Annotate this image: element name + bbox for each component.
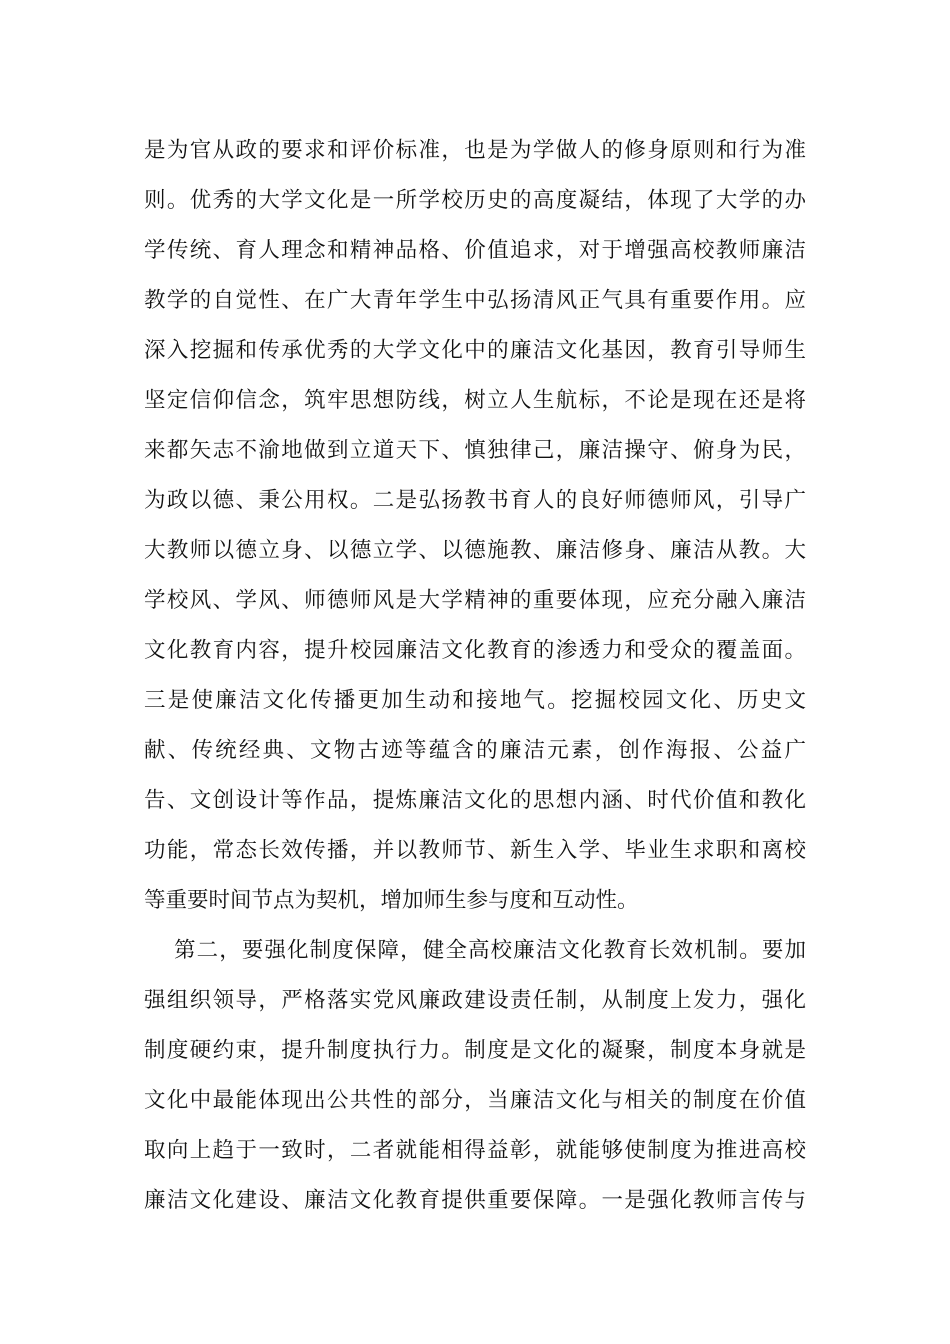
text-line: 深入挖掘和传承优秀的大学文化中的廉洁文化基因，教育引导师生 — [144, 338, 806, 363]
text-line: 强组织领导，严格落实党风廉政建设责任制，从制度上发力，强化 — [144, 988, 806, 1013]
text-line: 三是使廉洁文化传播更加生动和接地气。挖掘校园文化、历史文 — [144, 688, 806, 713]
text-line: 坚定信仰信念，筑牢思想防线，树立人生航标，不论是现在还是将 — [144, 388, 806, 413]
text-line: 大教师以德立身、以德立学、以德施教、廉洁修身、廉洁从教。大 — [144, 538, 806, 563]
text-line: 则。优秀的大学文化是一所学校历史的高度凝结，体现了大学的办 — [144, 188, 806, 213]
paragraph-end-line: 等重要时间节点为契机，增加师生参与度和互动性。 — [144, 888, 639, 913]
text-line: 制度硬约束，提升制度执行力。制度是文化的凝聚，制度本身就是 — [144, 1038, 806, 1063]
text-line: 文化中最能体现出公共性的部分，当廉洁文化与相关的制度在价值 — [144, 1088, 806, 1113]
text-line: 文化教育内容，提升校园廉洁文化教育的渗透力和受众的覆盖面。 — [144, 638, 806, 663]
text-line: 为政以德、秉公用权。二是弘扬教书育人的良好师德师风，引导广 — [144, 488, 806, 513]
text-line: 来都矢志不渝地做到立道天下、慎独律己，廉洁操守、俯身为民， — [144, 438, 806, 463]
text-line: 学校风、学风、师德师风是大学精神的重要体现，应充分融入廉洁 — [144, 588, 806, 613]
text-line: 取向上趋于一致时，二者就能相得益彰，就能够使制度为推进高校 — [144, 1138, 806, 1163]
text-line: 功能，常态长效传播，并以教师节、新生入学、毕业生求职和离校 — [144, 838, 806, 863]
text-line: 教学的自觉性、在广大青年学生中弘扬清风正气具有重要作用。应 — [144, 288, 806, 313]
text-line: 廉洁文化建设、廉洁文化教育提供重要保障。一是强化教师言传与 — [144, 1188, 806, 1213]
text-line: 是为官从政的要求和评价标准，也是为学做人的修身原则和行为准 — [144, 138, 806, 163]
text-line: 告、文创设计等作品，提炼廉洁文化的思想内涵、时代价值和教化 — [144, 788, 806, 813]
paragraph-first-line: 第二，要强化制度保障，健全高校廉洁文化教育长效机制。要加 — [174, 938, 806, 963]
text-line: 学传统、育人理念和精神品格、价值追求，对于增强高校教师廉洁 — [144, 238, 806, 263]
text-line: 献、传统经典、文物古迹等蕴含的廉洁元素，创作海报、公益广 — [144, 738, 806, 763]
